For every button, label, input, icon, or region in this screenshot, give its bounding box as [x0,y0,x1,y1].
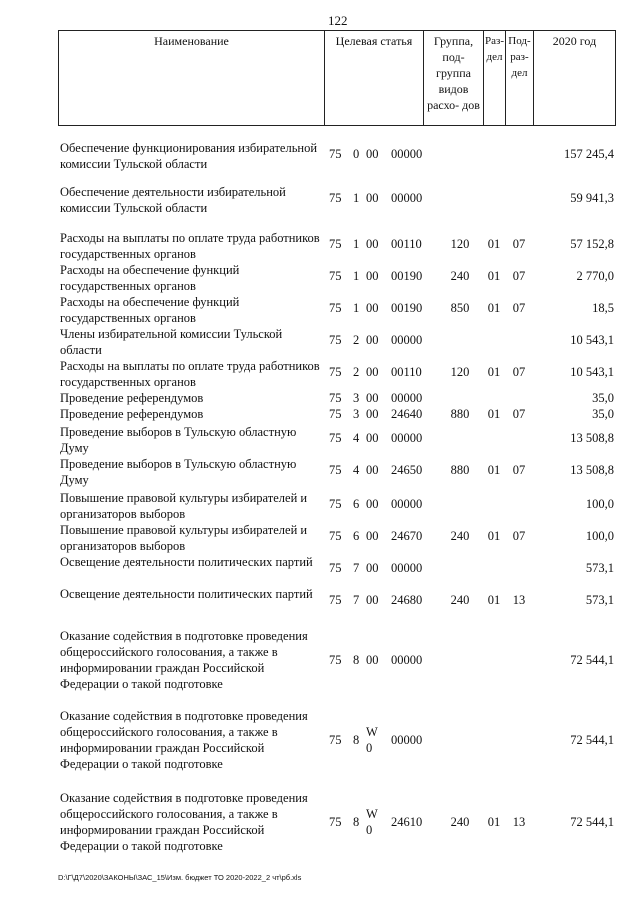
code-sub: 4 [353,431,360,445]
row-name: Освещение деятельности политических партий [60,555,313,569]
code-75: 75 [329,653,342,667]
code-75: 75 [329,391,342,405]
code-75: 75 [329,333,342,347]
podrazdel-code: 07 [512,529,526,543]
group-code: 120 [450,237,470,251]
row-name: Проведение референдумов [60,407,204,421]
row-name: Оказание содействия в подготовке проведения общероссийского голосования, а также в информировании граждан Российской Федерации о такой подготовке [60,709,308,771]
group-code: 120 [450,365,470,379]
code-sub: 3 [353,407,360,421]
code-75: 75 [329,529,342,543]
code-sub: 6 [353,529,360,543]
row-name: Оказание содействия в подготовке проведения общероссийского голосования, а также в информировании граждан Российской Федерации о такой подготовке [60,791,308,853]
razdel-code: 01 [487,269,501,283]
code-num: 00000 [391,391,423,405]
amount: 59 941,3 [570,191,614,205]
code-num: 00000 [391,431,423,445]
code-num: 00190 [391,269,423,283]
code-sub: 3 [353,391,360,405]
code-mid: 00 [366,365,379,379]
code-num: 00190 [391,301,423,315]
group-code: 880 [450,407,470,421]
code-mid: 00 [366,653,379,667]
razdel-code: 01 [487,593,501,607]
group-code: 880 [450,463,470,477]
row-name: Расходы на обеспечение функций государственных органов [60,295,240,325]
podrazdel-code: 07 [512,269,526,283]
razdel-code: 01 [487,365,501,379]
code-75: 75 [329,147,342,161]
code-75: 75 [329,191,342,205]
row-name: Расходы на выплаты по оплате труда работников государственных органов [60,231,320,261]
code-num: 00000 [391,561,423,575]
code-75: 75 [329,269,342,283]
amount: 13 508,8 [570,431,614,445]
podrazdel-code: 07 [512,365,526,379]
row-name: Освещение деятельности политических партий [60,587,313,601]
code-num: 24680 [391,593,423,607]
code-75: 75 [329,593,342,607]
code-mid: W 0 [366,807,378,837]
table-header [58,30,616,126]
row-name: Повышение правовой культуры избирателей и организаторов выборов [60,491,308,521]
row-name: Проведение выборов в Тульскую областную Думу [60,457,297,487]
amount: 72 544,1 [570,733,614,747]
code-sub: 2 [353,333,360,347]
amount: 35,0 [592,407,614,421]
code-num: 00000 [391,333,423,347]
code-mid: 00 [366,147,379,161]
header-year: 2020 год [552,34,597,48]
podrazdel-code: 13 [512,593,526,607]
podrazdel-code: 07 [512,407,526,421]
code-num: 24610 [391,815,423,829]
code-mid: 00 [366,407,379,421]
group-code: 240 [450,593,470,607]
podrazdel-code: 07 [512,301,526,315]
header-target: Целевая статья [325,31,424,125]
code-75: 75 [329,733,342,747]
header-razdel: Раз- дел [484,31,506,125]
code-75: 75 [329,463,342,477]
row-name: Расходы на выплаты по оплате труда работников государственных органов [60,359,320,389]
amount: 57 152,8 [570,237,614,251]
podrazdel-code: 07 [512,463,526,477]
code-75: 75 [329,815,342,829]
amount: 100,0 [585,529,614,543]
row-name: Проведение референдумов [60,391,204,405]
code-num: 24650 [391,463,423,477]
code-sub: 8 [353,653,360,667]
code-sub: 1 [353,301,360,315]
razdel-code: 01 [487,463,501,477]
razdel-code: 01 [487,301,501,315]
code-num: 00000 [391,653,423,667]
header-podrazdel: Под- раз- дел [506,31,534,125]
code-mid: 00 [366,529,379,543]
page-number: 122 [328,13,348,28]
code-mid: 00 [366,561,379,575]
code-75: 75 [329,237,342,251]
code-sub: 8 [353,815,360,829]
podrazdel-code: 13 [512,815,526,829]
amount: 10 543,1 [570,333,614,347]
code-sub: 4 [353,463,360,477]
amount: 573,1 [585,561,614,575]
code-mid: 00 [366,431,379,445]
code-mid: 00 [366,301,379,315]
code-mid: 00 [366,333,379,347]
code-sub: 7 [353,593,360,607]
code-75: 75 [329,301,342,315]
row-name: Обеспечение функционирования избирательной комиссии Тульской области [60,141,318,171]
code-num: 24640 [391,407,423,421]
code-num: 00000 [391,191,423,205]
amount: 72 544,1 [570,653,614,667]
amount: 35,0 [592,391,614,405]
header-group: Группа, под- группа видов расхо- дов [424,31,484,125]
row-name: Повышение правовой культуры избирателей и организаторов выборов [60,523,308,553]
code-num: 00110 [391,365,422,379]
code-75: 75 [329,407,342,421]
file-path-footer: D:\Г\Д7\2020\ЗАКОНЫ\ЗАС_15\Изм. бюджет ТО 2020-2022_2 чт\рб.xls [58,873,302,882]
amount: 10 543,1 [570,365,614,379]
code-sub: 2 [353,365,360,379]
code-mid: 00 [366,463,379,477]
code-sub: 1 [353,237,360,251]
code-mid: W 0 [366,725,378,755]
code-num: 00000 [391,497,423,511]
amount: 13 508,8 [570,463,614,477]
razdel-code: 01 [487,815,501,829]
code-sub: 1 [353,269,360,283]
code-mid: 00 [366,191,379,205]
code-num: 00000 [391,147,423,161]
row-name: Обеспечение деятельности избирательной комиссии Тульской области [60,185,286,215]
code-75: 75 [329,365,342,379]
razdel-code: 01 [487,237,501,251]
code-mid: 00 [366,497,379,511]
amount: 157 245,4 [564,147,614,161]
code-75: 75 [329,431,342,445]
razdel-code: 01 [487,529,501,543]
row-name: Члены избирательной комиссии Тульской области [60,327,283,357]
amount: 72 544,1 [570,815,614,829]
code-75: 75 [329,561,342,575]
code-mid: 00 [366,269,379,283]
code-sub: 1 [353,191,360,205]
code-num: 24670 [391,529,423,543]
podrazdel-code: 07 [512,237,526,251]
header-name: Наименование [59,31,325,125]
group-code: 240 [450,529,470,543]
code-mid: 00 [366,237,379,251]
code-sub: 0 [353,147,360,161]
code-sub: 8 [353,733,360,747]
razdel-code: 01 [487,407,501,421]
amount: 573,1 [585,593,614,607]
amount: 100,0 [585,497,614,511]
amount: 18,5 [592,301,614,315]
amount: 2 770,0 [576,269,614,283]
code-75: 75 [329,497,342,511]
code-mid: 00 [366,391,379,405]
group-code: 240 [450,815,470,829]
code-sub: 6 [353,497,360,511]
row-name: Проведение выборов в Тульскую областную Думу [60,425,297,455]
code-mid: 00 [366,593,379,607]
code-num: 00000 [391,733,423,747]
row-name: Оказание содействия в подготовке проведения общероссийского голосования, а также в информировании граждан Российской Федерации о такой подготовке [60,629,308,691]
group-code: 240 [450,269,470,283]
group-code: 850 [450,301,470,315]
code-sub: 7 [353,561,360,575]
code-num: 00110 [391,237,422,251]
row-name: Расходы на обеспечение функций государственных органов [60,263,240,293]
